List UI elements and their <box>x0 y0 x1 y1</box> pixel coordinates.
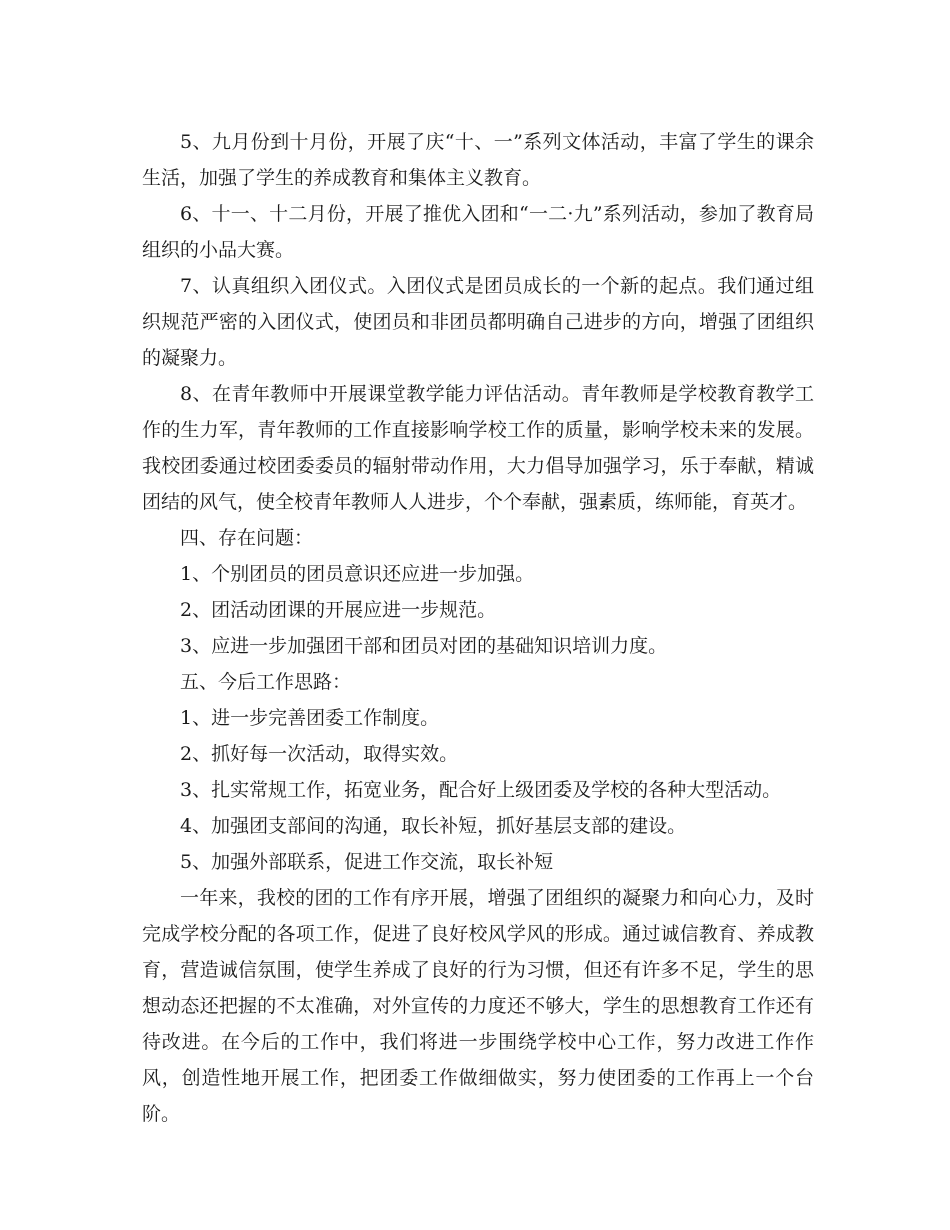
paragraph-activity-8: 8、在青年教师中开展课堂教学能力评估活动。青年教师是学校教育教学工作的生力军，青年教师的工作直接影响学校工作的质量，影响学校未来的发展。我校团委通过校团委委员的辐射带动作用，大力倡导加强学习，乐于奉献，精诚团结的风气，使全校青年教师人人进步，个个奉献，强素质，练师能，育英才。 <box>142 383 814 513</box>
plan-item-5: 5、加强外部联系，促进工作交流，取长补短 <box>180 851 554 873</box>
document-body <box>142 124 814 1132</box>
plan-item-1: 1、进一步完善团委工作制度。 <box>180 707 440 729</box>
section-heading-problems: 四、存在问题： <box>180 527 314 549</box>
paragraph-activity-7: 7、认真组织入团仪式。入团仪式是团员成长的一个新的起点。我们通过组织规范严密的入团仪式，使团员和非团员都明确自己进步的方向，增强了团组织的凝聚力。 <box>142 275 814 369</box>
plan-item-3: 3、扎实常规工作，拓宽业务，配合好上级团委及学校的各种大型活动。 <box>180 779 782 801</box>
section-heading-future-work: 五、今后工作思路： <box>180 671 352 693</box>
paragraph-activity-5: 5、九月份到十月份，开展了庆“十、一”系列文体活动，丰富了学生的课余生活，加强了学生的养成教育和集体主义教育。 <box>142 131 814 189</box>
paragraph-summary: 一年来，我校的团的工作有序开展，增强了团组织的凝聚力和向心力，及时完成学校分配的各项工作，促进了良好校风学风的形成。通过诚信教育、养成教育，营造诚信氛围，使学生养成了良好的行为习惯，但还有许多不足，学生的思想动态还把握的不太准确，对外宣传的力度还不够大，学生的思想教育工作还有待改进。在今后的工作中，我们将进一步围绕学校中心工作，努力改进工作作风，创造性地开展工作，把团委工作做细做实，努力使团委的工作再上一个台阶。 <box>142 887 814 1125</box>
problem-item-1: 1、个别团员的团员意识还应进一步加强。 <box>180 563 535 585</box>
plan-item-2: 2、抓好每一次活动，取得实效。 <box>180 743 459 765</box>
problem-item-3: 3、应进一步加强团干部和团员对团的基础知识培训力度。 <box>180 635 668 657</box>
plan-item-4: 4、加强团支部间的沟通，取长补短，抓好基层支部的建设。 <box>180 815 687 837</box>
problem-item-2: 2、团活动团课的开展应进一步规范。 <box>180 599 497 621</box>
paragraph-activity-6: 6、十一、十二月份，开展了推优入团和“一二·九”系列活动，参加了教育局组织的小品大赛。 <box>142 203 814 261</box>
